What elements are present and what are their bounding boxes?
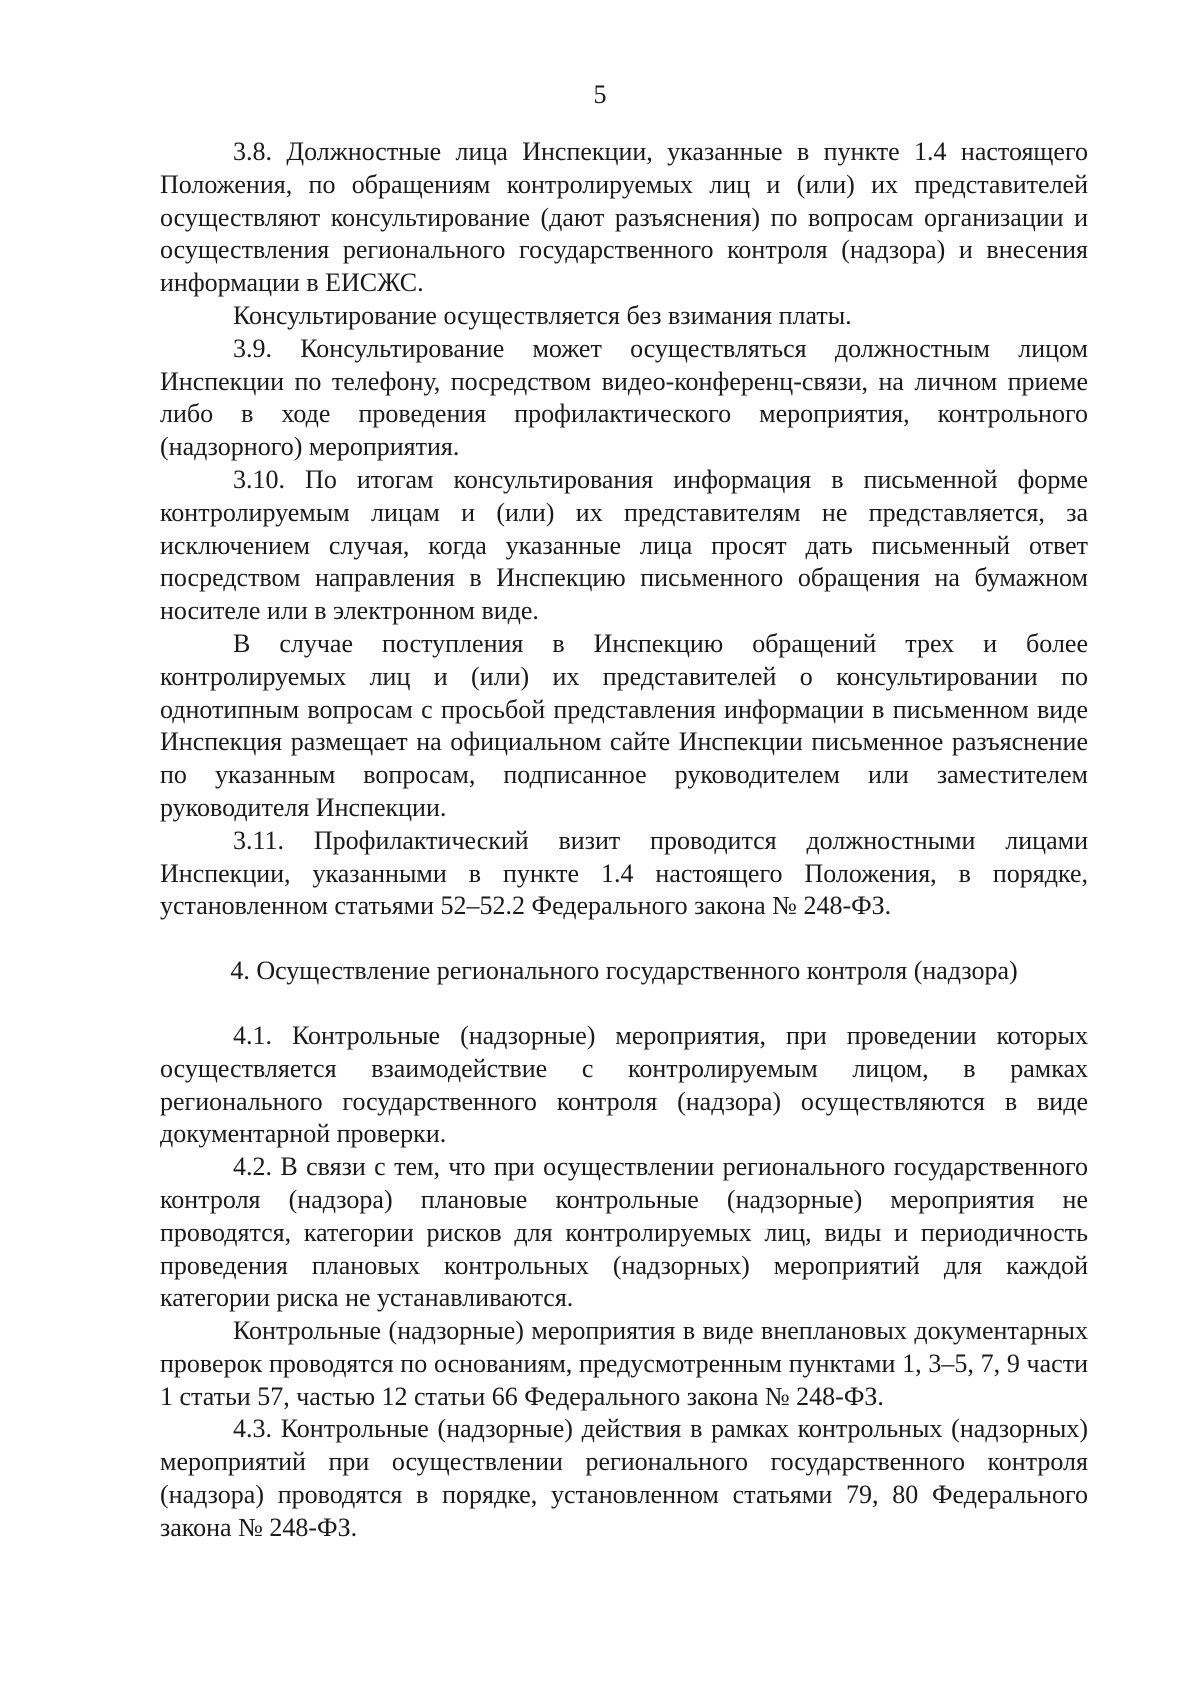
page-number: 5 [593, 80, 607, 109]
document-body [160, 136, 1088, 1545]
section-heading: 4. Осуществление регионального государственного контроля (надзора) [230, 956, 1018, 986]
paragraph-4-3: 4.3. Контрольные (надзорные) действия в рамках контрольных (надзорных) мероприятий при осуществлении регионального государственного контроля (надзора) проводятся в порядке, установленном статьями 79, 80 Федерального закона № 248-ФЗ. [160, 1414, 1088, 1542]
paragraph-multiple-requests: В случае поступления в Инспекцию обращений трех и более контролируемых лиц и (или) их представителей о консультировании по однотипным вопросам с просьбой представления информации в письменном виде Инспекция размещает на официальном сайте Инспекции письменное разъяснение по указанным вопросам, подписанное руководителем или заместителем руководителя Инспекции. [160, 628, 1088, 822]
paragraph-3-10: 3.10. По итогам консультирования информация в письменной форме контролируемым лицам и (или) их представителям не представляется, за исключением случая, когда указанные лица просят дать письменный ответ посредством направления в Инспекцию письменного обращения на бумажном носителе или в электронном виде. [160, 464, 1088, 626]
paragraph-3-11: 3.11. Профилактический визит проводится должностными лицами Инспекции, указанными в пункте 1.4 настоящего Положения, в порядке, установленном статьями 52–52.2 Федерального закона № 248-ФЗ. [160, 825, 1088, 921]
paragraph-consultation-free: Консультирование осуществляется без взимания платы. [233, 300, 852, 330]
paragraph-3-8: 3.8. Должностные лица Инспекции, указанные в пункте 1.4 настоящего Положения, по обращениям контролируемых лиц и (или) их представителей осуществляют консультирование (дают разъяснения) по вопросам организации и осуществления регионального государственного контроля (надзора) и внесения информации в ЕИСЖС. [160, 137, 1088, 298]
paragraph-4-2: 4.2. В связи с тем, что при осуществлении регионального государственного контроля (надзора) плановые контрольные (надзорные) мероприятия не проводятся, категории рисков для контролируемых лиц, виды и периодичность проведения плановых контрольных (надзорных) мероприятий для каждой категории риска не устанавливаются. [160, 1152, 1088, 1313]
paragraph-4-1: 4.1. Контрольные (надзорные) мероприятия, при проведении которых осуществляется взаимодействие с контролируемым лицом, в рамках регионального государственного контроля (надзора) осуществляются в виде документарной проверки. [160, 1020, 1088, 1149]
paragraph-unscheduled-inspections: Контрольные (надзорные) мероприятия в виде внеплановых документарных проверок проводятся по основаниям, предусмотренным пунктами 1, 3–5, 7, 9 части 1 статьи 57, частью 12 статьи 66 Федерального закона № 248-ФЗ. [160, 1316, 1088, 1411]
paragraph-3-9: 3.9. Консультирование может осуществляться должностным лицом Инспекции по телефону, посредством видео-конференц-связи, на личном приеме либо в ходе проведения профилактического мероприятия, контрольного (надзорного) мероприятия. [160, 333, 1088, 462]
